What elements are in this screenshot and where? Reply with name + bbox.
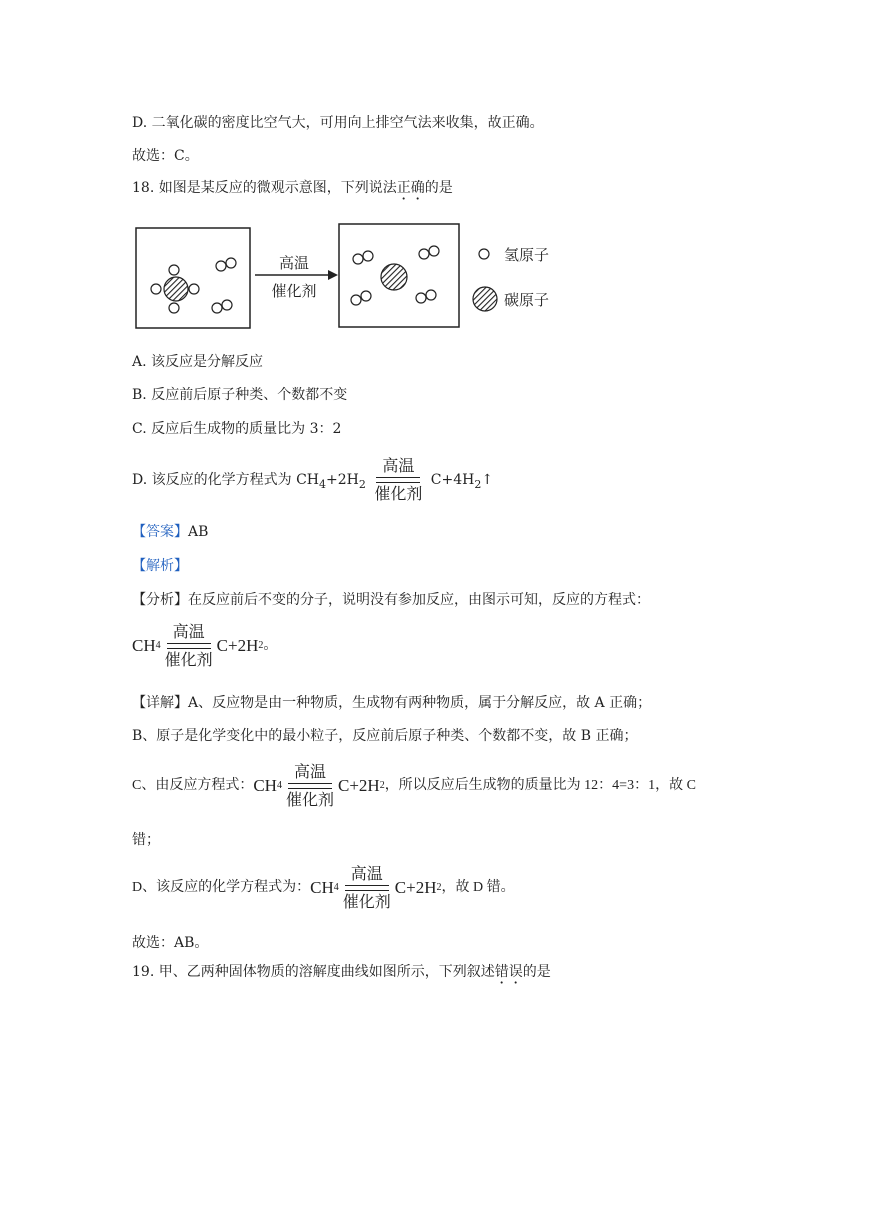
hydrogen-atom bbox=[169, 265, 179, 275]
final-select: 故选：AB。 bbox=[132, 935, 209, 951]
diagram-cond-bottom: 催化剂 bbox=[271, 282, 317, 300]
fenxi-line: 【分析】在反应前后不变的分子，说明没有参加反应，由图示可知，反应的方程式： bbox=[132, 592, 650, 608]
equals-bar bbox=[376, 477, 420, 483]
hydrogen-atom bbox=[169, 303, 179, 313]
carbon-atom bbox=[164, 277, 188, 301]
legend-hydrogen-icon bbox=[479, 249, 489, 259]
hydrogen-atom bbox=[361, 291, 371, 301]
hydrogen-atom bbox=[426, 290, 436, 300]
hydrogen-atom bbox=[212, 303, 222, 313]
detail-c: C、由反应方程式： CH 4 高温 催化剂 C+2H 2 ，所以反应后生成物的质量比为 12：4=3：1，故 C bbox=[132, 762, 696, 809]
hydrogen-atom bbox=[222, 300, 232, 310]
legend-carbon-icon bbox=[473, 287, 497, 311]
question-18: 18. 如图是某反应的微观示意图，下列说法正确的是 bbox=[132, 180, 453, 196]
option-d: D. 该反应的化学方程式为 $CH_4+2H_2$ 高温 催化剂 $C+4H_2↑$ bbox=[132, 456, 494, 503]
option-d-cond-top: 高温 bbox=[382, 456, 415, 475]
detail-b: B、原子是化学变化中的最小粒子，反应前后原子种类、个数都不变，故 B 正确； bbox=[132, 728, 638, 744]
option-d-cond-bottom: 催化剂 bbox=[374, 484, 423, 503]
hydrogen-atom bbox=[226, 258, 236, 268]
hydrogen-atom bbox=[189, 284, 199, 294]
answer-line: 【答案】AB bbox=[132, 524, 209, 540]
equation-1: CH 4 高温 催化剂 C+2H 2 。 bbox=[132, 622, 278, 669]
hydrogen-atom bbox=[216, 261, 226, 271]
reactant-box bbox=[136, 228, 250, 328]
hydrogen-atom bbox=[416, 293, 426, 303]
prev-select: 故选：C。 bbox=[132, 148, 199, 164]
legend-carbon-label: 碳原子 bbox=[504, 291, 550, 309]
hydrogen-atom bbox=[363, 251, 373, 261]
legend-hydrogen-label: 氢原子 bbox=[504, 246, 550, 264]
hydrogen-atom bbox=[419, 249, 429, 259]
option-b: B. 反应前后原子种类、个数都不变 bbox=[132, 387, 348, 403]
carbon-atom bbox=[381, 264, 407, 290]
arrow-head bbox=[328, 270, 338, 280]
hydrogen-atom bbox=[353, 254, 363, 264]
option-c: C. 反应后生成物的质量比为 3：2 bbox=[132, 421, 342, 437]
detail-a: 【详解】A、反应物是由一种物质，生成物有两种物质，属于分解反应，故 A 正确； bbox=[132, 695, 652, 711]
diagram-cond-top: 高温 bbox=[278, 254, 310, 272]
question-19: 19. 甲、乙两种固体物质的溶解度曲线如图所示，下列叙述错误的是 bbox=[132, 964, 551, 980]
hydrogen-atom bbox=[351, 295, 361, 305]
up-arrow-icon: ↑ bbox=[481, 472, 494, 488]
prev-option-d: D. 二氧化碳的密度比空气大，可用向上排空气法来收集，故正确。 bbox=[132, 115, 544, 131]
hydrogen-atom bbox=[429, 246, 439, 256]
option-a: A. 该反应是分解反应 bbox=[132, 354, 264, 370]
hydrogen-atom bbox=[151, 284, 161, 294]
detail-c-cont: 错； bbox=[132, 832, 160, 848]
reaction-diagram bbox=[132, 222, 572, 334]
detail-d: D、该反应的化学方程式为： CH 4 高温 催化剂 C+2H 2 ，故 D 错。 bbox=[132, 864, 515, 911]
analysis-label: 【解析】 bbox=[132, 558, 188, 574]
